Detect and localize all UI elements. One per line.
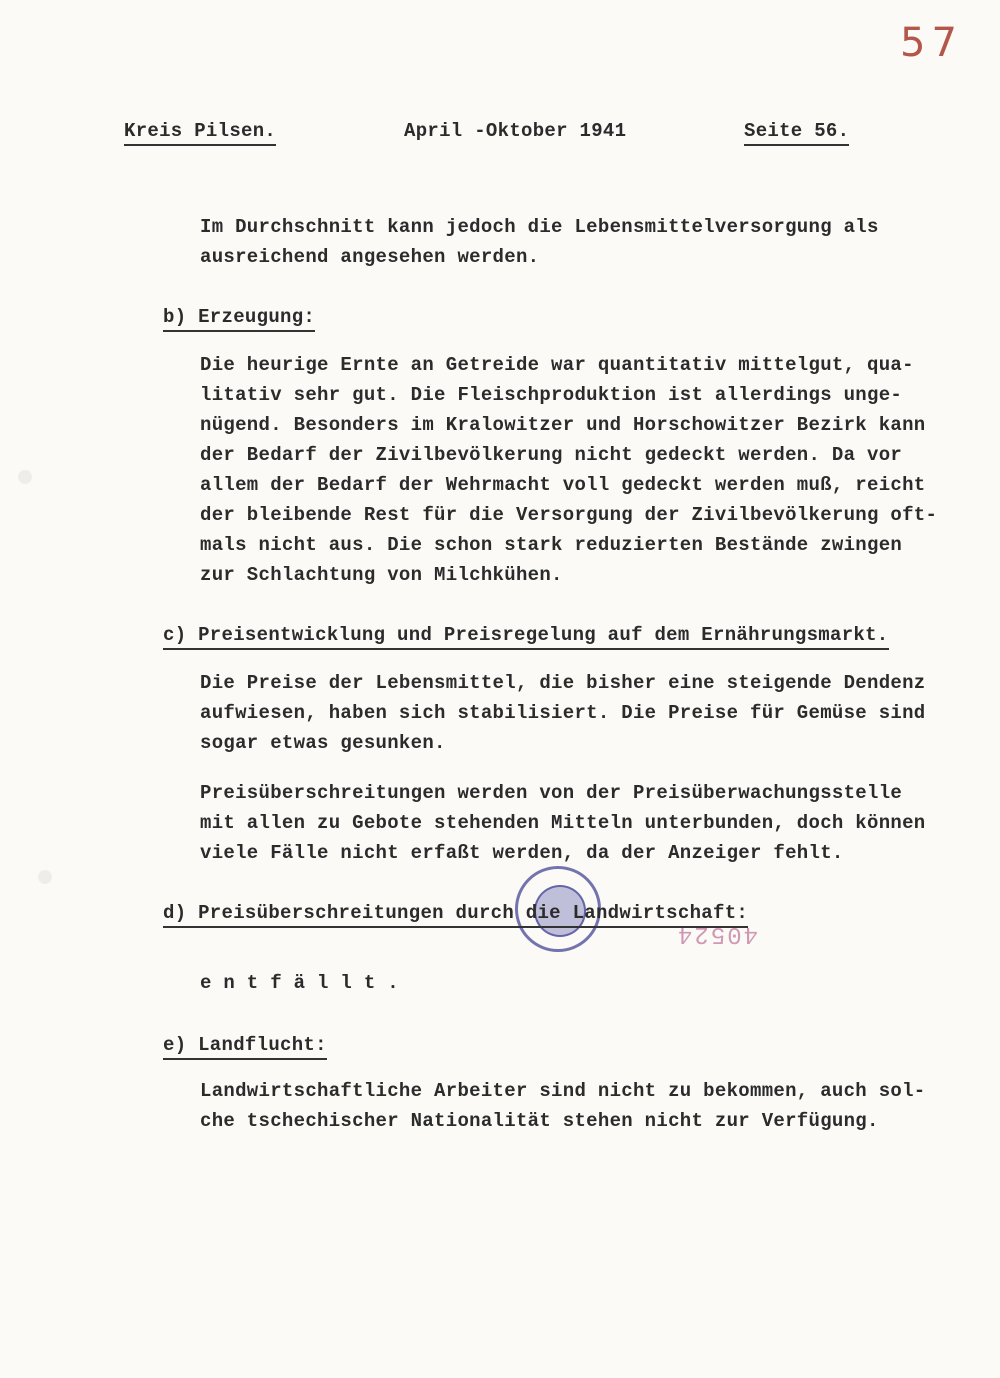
section-heading-c: c) Preisentwicklung und Preisregelung auf dem Ernährungsmarkt. <box>163 620 889 650</box>
text-line: zur Schlachtung von Milchkühen. <box>200 564 563 586</box>
text-line: e n t f ä l l t . <box>200 972 399 994</box>
folio-number: 57 <box>900 20 963 66</box>
header-district: Kreis Pilsen. <box>124 120 276 142</box>
red-inventory-number: 40524 <box>676 920 759 947</box>
text-line: mit allen zu Gebote stehenden Mitteln unterbunden, doch können <box>200 812 926 834</box>
header-period: April -Oktober 1941 <box>404 120 627 142</box>
text-line: der Bedarf der Zivilbevölkerung nicht gedeckt werden. Da vor <box>200 444 903 466</box>
text-line: Im Durchschnitt kann jedoch die Lebensmittelversorgung als <box>200 216 879 238</box>
text-line: nügend. Besonders im Kralowitzer und Horschowitzer Bezirk kann <box>200 414 926 436</box>
text-line: Die heurige Ernte an Getreide war quantitativ mittelgut, qua- <box>200 354 914 376</box>
header-page: Seite 56. <box>744 120 849 142</box>
text-line: viele Fälle nicht erfaßt werden, da der Anzeiger fehlt. <box>200 842 844 864</box>
section-heading-e: e) Landflucht: <box>163 1030 327 1060</box>
text-line: der bleibende Rest für die Versorgung der Zivilbevölkerung oft- <box>200 504 938 526</box>
text-line: allem der Bedarf der Wehrmacht voll gedeckt werden muß, reicht <box>200 474 926 496</box>
text-line: Landwirtschaftliche Arbeiter sind nicht zu bekommen, auch sol- <box>200 1080 926 1102</box>
text-line: Die Preise der Lebensmittel, die bisher eine steigende Dendenz <box>200 672 926 694</box>
text-line: mals nicht aus. Die schon stark reduzierten Bestände zwingen <box>200 534 903 556</box>
section-heading-b: b) Erzeugung: <box>163 302 315 332</box>
text-line: aufwiesen, haben sich stabilisiert. Die Preise für Gemüse sind <box>200 702 926 724</box>
section-heading-d: d) Preisüberschreitungen durch die Landwirtschaft: <box>163 898 748 928</box>
text-line: che tschechischer Nationalität stehen nicht zur Verfügung. <box>200 1110 879 1132</box>
punch-hole-shadow <box>18 470 32 484</box>
punch-hole-shadow <box>38 870 52 884</box>
text-line: ausreichend angesehen werden. <box>200 246 540 268</box>
text-line: litativ sehr gut. Die Fleischproduktion ist allerdings unge- <box>200 384 903 406</box>
text-line: sogar etwas gesunken. <box>200 732 446 754</box>
text-line: Preisüberschreitungen werden von der Preisüberwachungsstelle <box>200 782 903 804</box>
